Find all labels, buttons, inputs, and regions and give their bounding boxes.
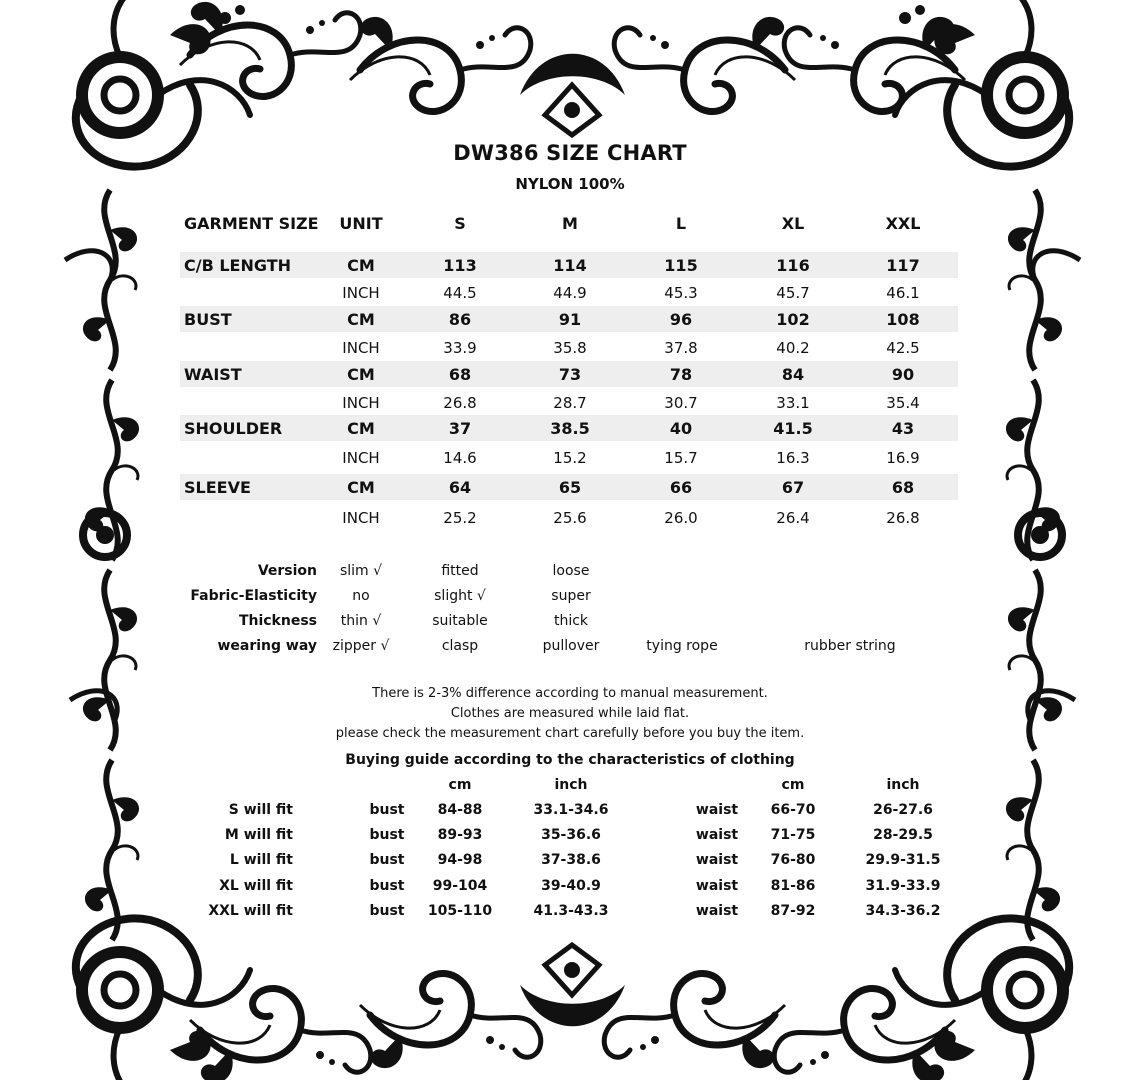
attr-option: fitted <box>441 563 479 579</box>
col-header-garment-size: GARMENT SIZE <box>184 214 319 233</box>
table-cell: 46.1 <box>886 284 920 302</box>
attr-option: pullover <box>542 638 600 654</box>
table-cell: 90 <box>891 365 915 384</box>
table-cell: 44.5 <box>443 284 477 302</box>
attr-option: slight √ <box>434 588 486 604</box>
row-label-waist: WAIST <box>184 365 242 384</box>
guide-bust-inch: 35-36.6 <box>541 827 601 843</box>
table-cell: 44.9 <box>553 284 587 302</box>
table-cell: 68 <box>891 478 915 497</box>
table-cell: 45.7 <box>776 284 810 302</box>
guide-waist-label: waist <box>695 802 739 818</box>
attr-option: super <box>551 588 591 604</box>
guide-fit-label: M will fit <box>224 827 293 843</box>
table-cell: 33.9 <box>443 339 477 357</box>
guide-bust-label: bust <box>369 878 405 894</box>
table-cell: 40 <box>669 419 693 438</box>
table-cell: 26.8 <box>443 394 477 412</box>
attr-label-wearing-way: wearing way <box>217 638 317 654</box>
table-cell: 73 <box>558 365 582 384</box>
col-header-l: L <box>675 214 687 233</box>
chart-title: DW386 SIZE CHART <box>453 141 687 165</box>
unit-cm: CM <box>347 310 375 329</box>
guide-bust-label: bust <box>369 802 405 818</box>
guide-bust-label: bust <box>369 903 405 919</box>
guide-bust-cm: 94-98 <box>437 852 483 868</box>
row-label-sleeve: SLEEVE <box>184 478 251 497</box>
guide-waist-cm: 81-86 <box>770 878 816 894</box>
table-cell: 43 <box>891 419 915 438</box>
unit-cm: CM <box>347 478 375 497</box>
guide-waist-label: waist <box>695 878 739 894</box>
table-cell: 33.1 <box>776 394 810 412</box>
attr-option: tying rope <box>646 638 718 654</box>
table-cell: 25.2 <box>443 509 477 527</box>
table-cell: 37 <box>448 419 472 438</box>
unit-inch: INCH <box>342 509 380 527</box>
guide-bust-label: bust <box>369 827 405 843</box>
guide-bust-label: bust <box>369 852 405 868</box>
attr-option: loose <box>552 563 590 579</box>
table-cell: 86 <box>448 310 472 329</box>
attr-option: suitable <box>432 613 488 629</box>
table-cell: 113 <box>443 256 477 275</box>
table-cell: 64 <box>448 478 472 497</box>
unit-inch: INCH <box>342 284 380 302</box>
table-cell: 114 <box>553 256 587 275</box>
table-cell: 91 <box>558 310 582 329</box>
guide-waist-label: waist <box>695 903 739 919</box>
table-cell: 40.2 <box>776 339 810 357</box>
table-cell: 116 <box>776 256 810 275</box>
attr-option: clasp <box>441 638 479 654</box>
unit-cm: CM <box>347 419 375 438</box>
guide-bust-cm: 105-110 <box>427 903 493 919</box>
table-cell: 65 <box>558 478 582 497</box>
table-cell: 15.7 <box>664 449 698 467</box>
guide-waist-inch: 28-29.5 <box>873 827 933 843</box>
guide-waist-inch: 34.3-36.2 <box>865 903 941 919</box>
table-cell: 67 <box>781 478 805 497</box>
table-cell: 42.5 <box>886 339 920 357</box>
guide-waist-inch: 26-27.6 <box>873 802 933 818</box>
attr-label-thickness: Thickness <box>238 613 317 629</box>
table-cell: 26.4 <box>776 509 810 527</box>
col-header-unit: UNIT <box>339 214 383 233</box>
table-cell: 30.7 <box>664 394 698 412</box>
guide-bust-inch: 41.3-43.3 <box>533 903 609 919</box>
unit-inch: INCH <box>342 394 380 412</box>
guide-bust-inch: 33.1-34.6 <box>533 802 609 818</box>
guide-bust-inch: 37-38.6 <box>541 852 601 868</box>
table-cell: 14.6 <box>443 449 477 467</box>
col-header-m: M <box>562 214 578 233</box>
unit-cm: CM <box>347 256 375 275</box>
table-cell: 96 <box>669 310 693 329</box>
table-cell: 16.3 <box>776 449 810 467</box>
guide-fit-label: XXL will fit <box>208 903 293 919</box>
unit-cm: CM <box>347 365 375 384</box>
row-label-cb-length: C/B LENGTH <box>184 256 292 275</box>
table-cell: 26.8 <box>886 509 920 527</box>
guide-waist-cm: 87-92 <box>770 903 816 919</box>
attr-option: thin √ <box>340 613 382 629</box>
guide-header-bust-cm: cm <box>448 777 472 793</box>
guide-fit-label: S will fit <box>228 802 293 818</box>
table-cell: 45.3 <box>664 284 698 302</box>
unit-inch: INCH <box>342 339 380 357</box>
table-cell: 68 <box>448 365 472 384</box>
material-label: NYLON 100% <box>515 175 625 193</box>
table-cell: 41.5 <box>773 419 813 438</box>
table-cell: 35.8 <box>553 339 587 357</box>
unit-inch: INCH <box>342 449 380 467</box>
guide-waist-label: waist <box>695 852 739 868</box>
guide-bust-cm: 84-88 <box>437 802 483 818</box>
attr-label-fabric-elasticity: Fabric-Elasticity <box>190 588 317 604</box>
guide-waist-inch: 31.9-33.9 <box>865 878 941 894</box>
guide-waist-cm: 76-80 <box>770 852 816 868</box>
col-header-xxl: XXL <box>885 214 921 233</box>
table-cell: 115 <box>664 256 698 275</box>
table-cell: 108 <box>886 310 920 329</box>
table-cell: 78 <box>669 365 693 384</box>
table-cell: 38.5 <box>550 419 590 438</box>
guide-header-waist-inch: inch <box>886 777 920 793</box>
guide-waist-inch: 29.9-31.5 <box>865 852 941 868</box>
note-line: There is 2-3% difference according to manual measurement. <box>372 686 768 701</box>
guide-waist-cm: 71-75 <box>770 827 816 843</box>
table-cell: 66 <box>669 478 693 497</box>
guide-header-bust-inch: inch <box>554 777 588 793</box>
guide-fit-label: XL will fit <box>219 878 293 894</box>
buying-guide-title: Buying guide according to the characteristics of clothing <box>345 752 795 768</box>
table-cell: 35.4 <box>886 394 920 412</box>
attr-option: slim √ <box>339 563 383 579</box>
attr-option: zipper √ <box>332 638 390 654</box>
row-label-shoulder: SHOULDER <box>184 419 283 438</box>
table-cell: 15.2 <box>553 449 587 467</box>
table-cell: 102 <box>776 310 810 329</box>
guide-header-waist-cm: cm <box>781 777 805 793</box>
guide-bust-inch: 39-40.9 <box>541 878 601 894</box>
guide-bust-cm: 89-93 <box>437 827 483 843</box>
table-cell: 16.9 <box>886 449 920 467</box>
guide-bust-cm: 99-104 <box>432 878 488 894</box>
table-cell: 25.6 <box>553 509 587 527</box>
col-header-xl: XL <box>781 214 805 233</box>
row-label-bust: BUST <box>184 310 232 329</box>
note-line: Clothes are measured while laid flat. <box>450 706 690 721</box>
attr-option: thick <box>553 613 589 629</box>
col-header-s: S <box>454 214 466 233</box>
guide-waist-label: waist <box>695 827 739 843</box>
guide-fit-label: L will fit <box>229 852 293 868</box>
note-line: please check the measurement chart carefully before you buy the item. <box>335 726 805 741</box>
table-cell: 84 <box>781 365 805 384</box>
attr-option: no <box>352 588 370 604</box>
guide-waist-cm: 66-70 <box>770 802 816 818</box>
table-cell: 26.0 <box>664 509 698 527</box>
table-cell: 117 <box>886 256 920 275</box>
attr-option: rubber string <box>804 638 896 654</box>
attr-label-version: Version <box>257 563 317 579</box>
table-cell: 37.8 <box>664 339 698 357</box>
table-cell: 28.7 <box>553 394 587 412</box>
